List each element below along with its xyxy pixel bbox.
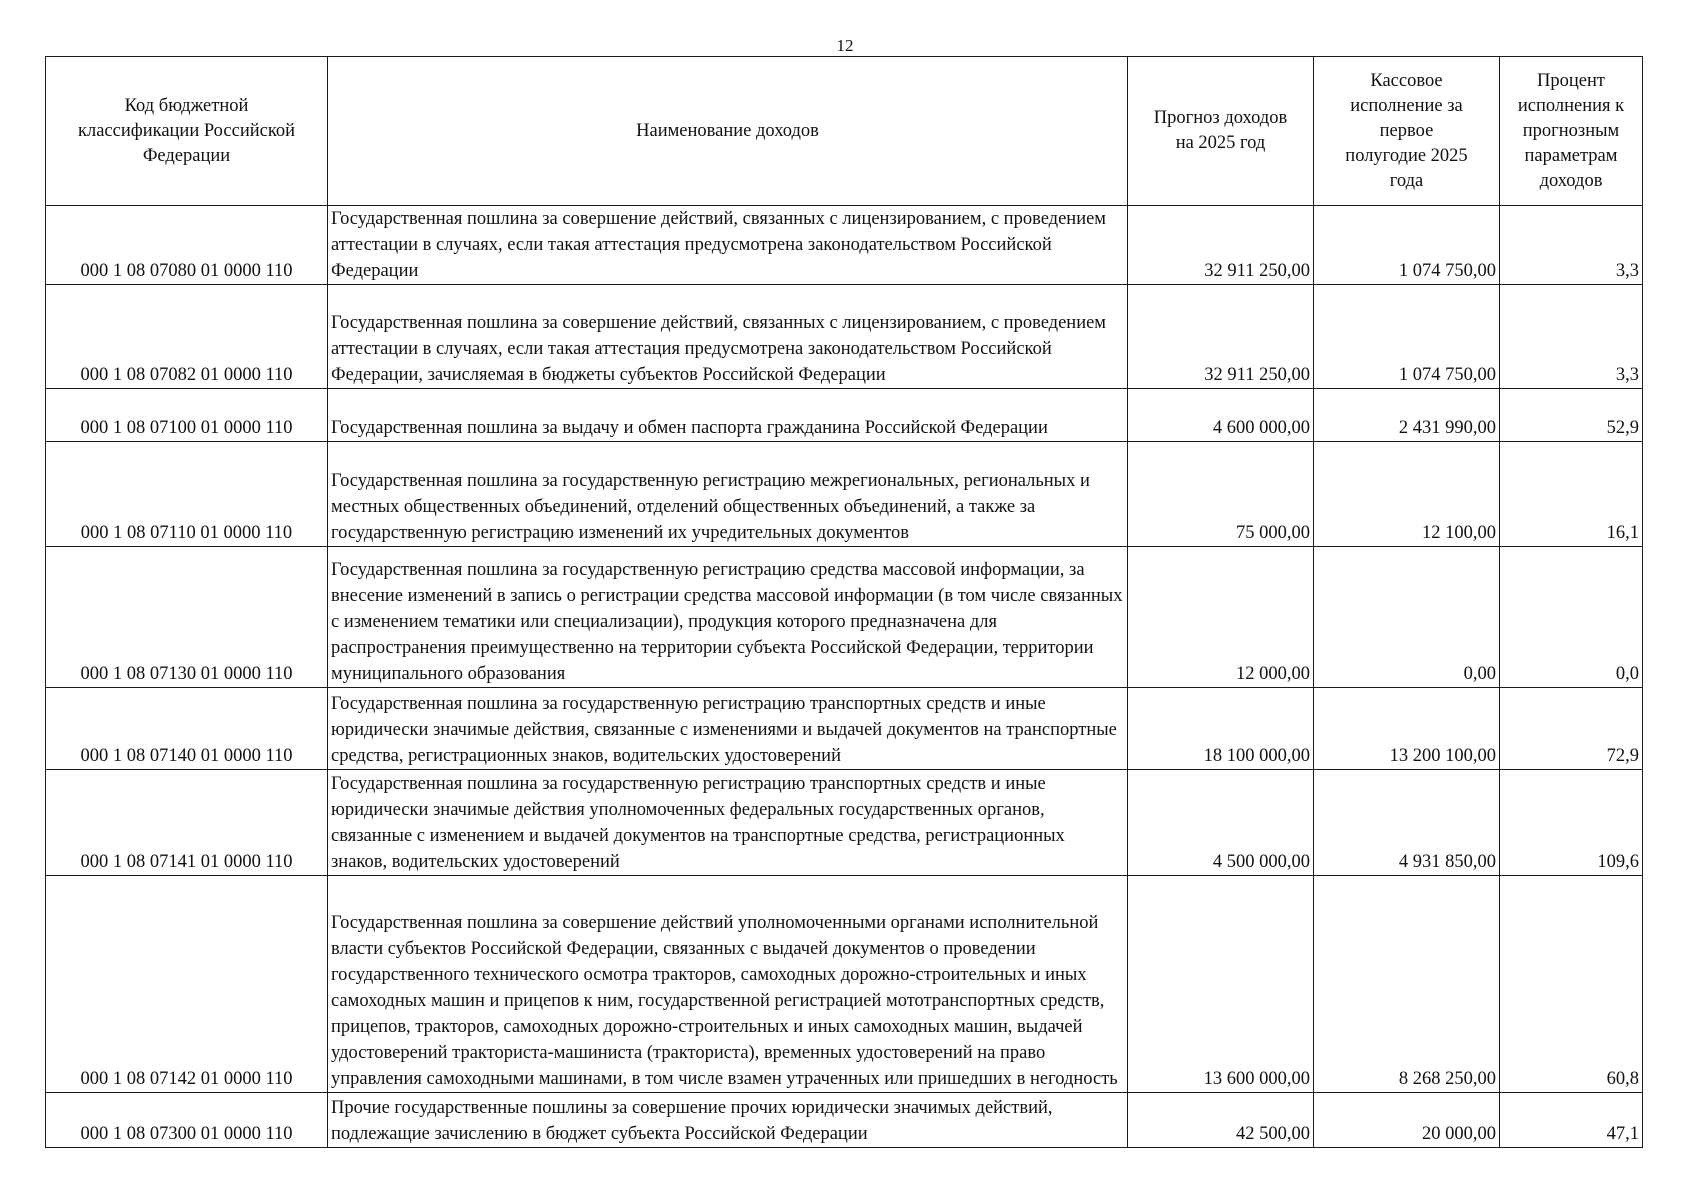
row-code: 000 1 08 07140 01 0000 110 bbox=[46, 688, 328, 770]
row-code: 000 1 08 07080 01 0000 110 bbox=[46, 206, 328, 285]
row-percent: 47,1 bbox=[1500, 1093, 1643, 1148]
row-percent: 109,6 bbox=[1500, 770, 1643, 876]
table-header-row bbox=[46, 57, 1643, 206]
row-executed: 0,00 bbox=[1314, 547, 1500, 688]
row-forecast: 12 000,00 bbox=[1128, 547, 1314, 688]
header-percent: Процент исполнения к прогнозным параметрам доходов bbox=[1500, 57, 1643, 206]
table-row bbox=[46, 442, 1643, 547]
row-executed: 1 074 750,00 bbox=[1314, 206, 1500, 285]
row-executed: 8 268 250,00 bbox=[1314, 876, 1500, 1093]
row-executed: 12 100,00 bbox=[1314, 442, 1500, 547]
row-name: Государственная пошлина за государственную регистрацию транспортных средств и иные юридически значимые действия уполномоченных федеральных государственных органов, связанные с изменением и выдачей документов на транспортные средства, регистрационных знаков, водительских удостоверений bbox=[328, 770, 1128, 876]
row-executed: 20 000,00 bbox=[1314, 1093, 1500, 1148]
table-row bbox=[46, 285, 1643, 389]
table-row bbox=[46, 389, 1643, 442]
row-forecast: 13 600 000,00 bbox=[1128, 876, 1314, 1093]
header-name: Наименование доходов bbox=[328, 57, 1128, 206]
row-forecast: 4 600 000,00 bbox=[1128, 389, 1314, 442]
row-code: 000 1 08 07082 01 0000 110 bbox=[46, 285, 328, 389]
revenue-table bbox=[45, 56, 1643, 1148]
row-forecast: 42 500,00 bbox=[1128, 1093, 1314, 1148]
row-forecast: 75 000,00 bbox=[1128, 442, 1314, 547]
row-name: Государственная пошлина за государственную регистрацию средства массовой информации, за внесение изменений в запись о регистрации средства массовой информации (в том числе связанных с изменением тематики или специализации), продукция которого предназначена для распространения преимущественно на территории субъекта Российской Федерации, территории муниципального образования bbox=[328, 547, 1128, 688]
row-executed: 4 931 850,00 bbox=[1314, 770, 1500, 876]
table-row bbox=[46, 876, 1643, 1093]
row-code: 000 1 08 07100 01 0000 110 bbox=[46, 389, 328, 442]
row-name: Государственная пошлина за государственную регистрацию транспортных средств и иные юридически значимые действия, связанные с изменениями и выдачей документов на транспортные средства, регистрационных знаков, водительских удостоверений bbox=[328, 688, 1128, 770]
table-row bbox=[46, 547, 1643, 688]
row-forecast: 18 100 000,00 bbox=[1128, 688, 1314, 770]
row-code: 000 1 08 07142 01 0000 110 bbox=[46, 876, 328, 1093]
row-forecast: 32 911 250,00 bbox=[1128, 285, 1314, 389]
row-executed: 13 200 100,00 bbox=[1314, 688, 1500, 770]
row-code: 000 1 08 07130 01 0000 110 bbox=[46, 547, 328, 688]
header-forecast: Прогноз доходов на 2025 год bbox=[1128, 57, 1314, 206]
row-name: Государственная пошлина за государственную регистрацию межрегиональных, региональных и местных общественных объединений, отделений общественных объединений, а также за государственную регистрацию изменений их учредительных документов bbox=[328, 442, 1128, 547]
row-forecast: 4 500 000,00 bbox=[1128, 770, 1314, 876]
row-name: Государственная пошлина за совершение действий уполномоченными органами исполнительной власти субъектов Российской Федерации, связанных с выдачей документов о проведении государственного технического осмотра тракторов, самоходных дорожно-строительных и иных самоходных машин и прицепов к ним, государственной регистрацией мототранспортных средств, прицепов, тракторов, самоходных дорожно-строительных и иных самоходных машин, выдачей удостоверений тракториста-машиниста (тракториста), временных удостоверений на право управления самоходными машинами, в том числе взамен утраченных или пришедших в негодность bbox=[328, 876, 1128, 1093]
row-percent: 16,1 bbox=[1500, 442, 1643, 547]
row-executed: 2 431 990,00 bbox=[1314, 389, 1500, 442]
row-name: Прочие государственные пошлины за совершение прочих юридически значимых действий, подлежащие зачислению в бюджет субъекта Российской Федерации bbox=[328, 1093, 1128, 1148]
row-executed: 1 074 750,00 bbox=[1314, 285, 1500, 389]
row-name: Государственная пошлина за совершение действий, связанных с лицензированием, с проведением аттестации в случаях, если такая аттестация предусмотрена законодательством Российской Федерации, зачисляемая в бюджеты субъектов Российской Федерации bbox=[328, 285, 1128, 389]
row-percent: 60,8 bbox=[1500, 876, 1643, 1093]
header-executed: Кассовое исполнение за первое полугодие 2025 года bbox=[1314, 57, 1500, 206]
row-percent: 0,0 bbox=[1500, 547, 1643, 688]
row-code: 000 1 08 07141 01 0000 110 bbox=[46, 770, 328, 876]
row-code: 000 1 08 07110 01 0000 110 bbox=[46, 442, 328, 547]
table-row bbox=[46, 206, 1643, 285]
table-row bbox=[46, 1093, 1643, 1148]
header-code: Код бюджетной классификации Российской Федерации bbox=[46, 57, 328, 206]
table-row bbox=[46, 770, 1643, 876]
row-percent: 52,9 bbox=[1500, 389, 1643, 442]
table-row bbox=[46, 688, 1643, 770]
row-forecast: 32 911 250,00 bbox=[1128, 206, 1314, 285]
row-name: Государственная пошлина за совершение действий, связанных с лицензированием, с проведением аттестации в случаях, если такая аттестация предусмотрена законодательством Российской Федерации bbox=[328, 206, 1128, 285]
row-code: 000 1 08 07300 01 0000 110 bbox=[46, 1093, 328, 1148]
row-percent: 3,3 bbox=[1500, 285, 1643, 389]
page-number: 12 bbox=[836, 36, 854, 55]
row-percent: 3,3 bbox=[1500, 206, 1643, 285]
row-name: Государственная пошлина за выдачу и обмен паспорта гражданина Российской Федерации bbox=[328, 389, 1128, 442]
row-percent: 72,9 bbox=[1500, 688, 1643, 770]
